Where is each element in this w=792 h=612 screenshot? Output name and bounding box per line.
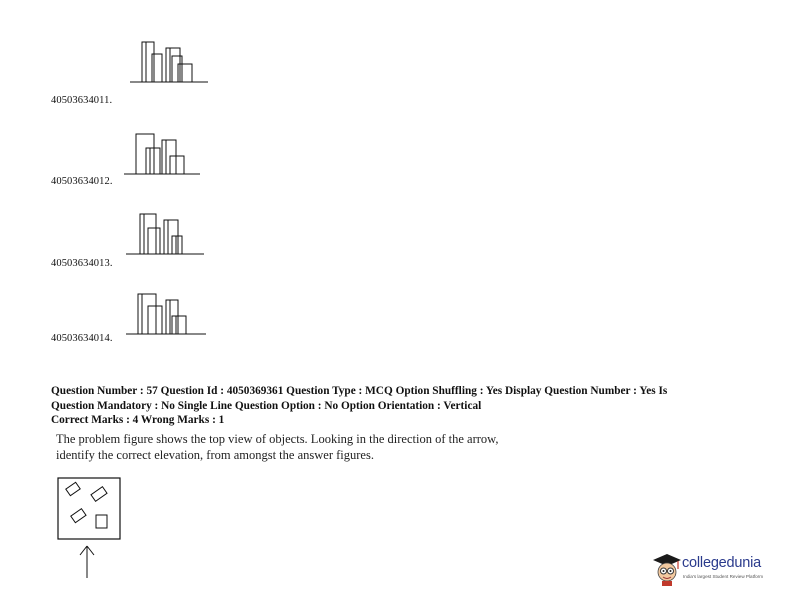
question-text	[56, 431, 676, 463]
brand-name: collegedunia	[682, 555, 762, 571]
option-3-elevation-figure	[124, 210, 206, 258]
option-1-id: 40503634011.	[51, 95, 113, 106]
brand-tagline: India's largest Student Review Platform	[683, 574, 764, 579]
option-4-id: 40503634014.	[51, 333, 113, 344]
option-2-id: 40503634012.	[51, 176, 113, 187]
option-4-elevation-figure	[124, 290, 208, 338]
question-text-line-2: identify the correct elevation, from amongst the answer figures.	[56, 448, 374, 462]
question-marks: Correct Marks : 4 Wrong Marks : 1	[51, 414, 225, 426]
collegedunia-watermark	[650, 552, 780, 592]
option-1-elevation-figure	[128, 38, 210, 86]
question-text-line-1: The problem figure shows the top view of objects. Looking in the direction of the arrow,	[56, 432, 499, 446]
option-3-id: 40503634013.	[51, 258, 113, 269]
view-direction-arrow-icon	[78, 544, 96, 580]
question-meta-line-2: Question Mandatory : No Single Line Question Option : No Option Orientation : Vertical	[51, 399, 482, 412]
question-meta	[51, 384, 751, 428]
question-meta-line-1: Question Number : 57 Question Id : 4050369361 Question Type : MCQ Option Shuffling : Yes Display Question Number : Yes Is	[51, 385, 668, 397]
problem-figure-top-view	[56, 476, 124, 542]
option-2-elevation-figure	[122, 130, 204, 178]
graduate-mascot-icon	[652, 552, 682, 586]
